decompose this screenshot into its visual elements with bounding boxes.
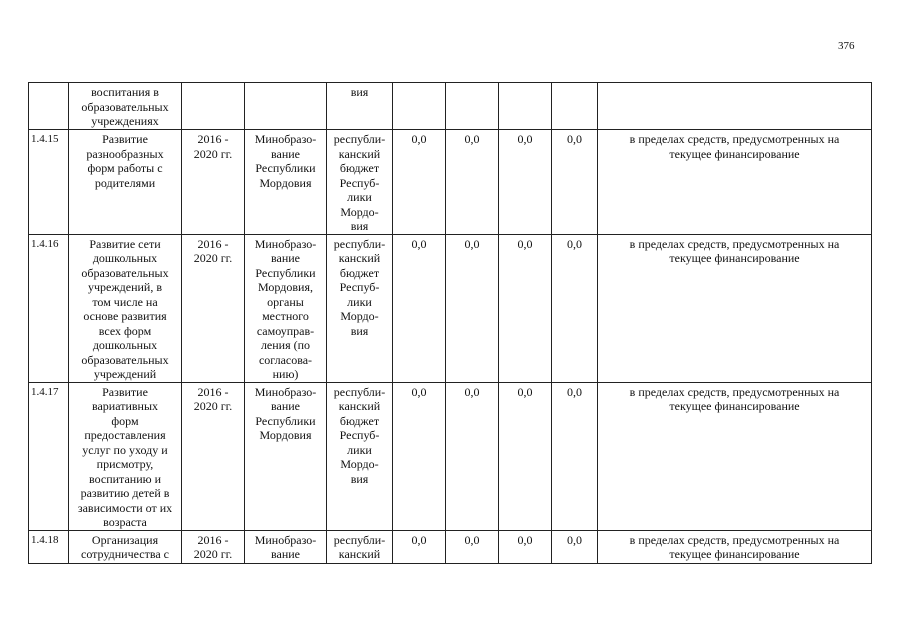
activity-name: Развитие разнообразных форм работы с родителями	[69, 130, 182, 235]
funding-value: 0,0	[393, 530, 446, 563]
funding-source: республи- канский бюджет Респуб- лики Мордо- вия	[327, 382, 393, 530]
funding-value: 0,0	[393, 234, 446, 382]
funding-value: 0,0	[446, 130, 499, 235]
activity-name: Развитие сети дошкольных образовательных учреждений, в том числе на основе развития всех форм дошкольных образовательных учреждений	[69, 234, 182, 382]
activity-number: 1.4.16	[29, 234, 69, 382]
activity-period: 2016 - 2020 гг.	[182, 234, 245, 382]
activity-name: воспитания в образовательных учреждениях	[69, 83, 182, 130]
funding-value: 0,0	[393, 382, 446, 530]
funding-value: 0,0	[446, 382, 499, 530]
activity-number: 1.4.17	[29, 382, 69, 530]
activity-period	[182, 83, 245, 130]
funding-source: республи- канский бюджет Респуб- лики Мордо- вия	[327, 130, 393, 235]
activity-period: 2016 - 2020 гг.	[182, 530, 245, 563]
activity-period: 2016 - 2020 гг.	[182, 382, 245, 530]
activity-number	[29, 83, 69, 130]
funding-value	[446, 83, 499, 130]
funding-note: в пределах средств, предусмотренных на текущее финансирование	[598, 382, 872, 530]
funding-value: 0,0	[446, 234, 499, 382]
activity-executor	[245, 83, 327, 130]
activity-name: Организация сотрудничества с	[69, 530, 182, 563]
table-row	[29, 234, 872, 382]
activity-name: Развитие вариативных форм предоставления услуг по уходу и присмотру, воспитанию и развитию детей в зависимости от их возраста	[69, 382, 182, 530]
funding-source: республи- канский бюджет Респуб- лики Мордо- вия	[327, 234, 393, 382]
funding-note: в пределах средств, предусмотренных на текущее финансирование	[598, 130, 872, 235]
funding-note: в пределах средств, предусмотренных на текущее финансирование	[598, 234, 872, 382]
funding-note: в пределах средств, предусмотренных на текущее финансирование	[598, 530, 872, 563]
page-number: 376	[838, 40, 855, 52]
funding-value: 0,0	[393, 130, 446, 235]
program-activities-table	[28, 82, 872, 564]
activity-executor: Минобразо- вание Республики Мордовия	[245, 130, 327, 235]
activity-period: 2016 - 2020 гг.	[182, 130, 245, 235]
funding-value: 0,0	[446, 530, 499, 563]
table-row	[29, 130, 872, 235]
funding-value: 0,0	[552, 130, 598, 235]
funding-value: 0,0	[499, 234, 552, 382]
funding-note	[598, 83, 872, 130]
activity-executor: Минобразо- вание	[245, 530, 327, 563]
activity-number: 1.4.15	[29, 130, 69, 235]
funding-value: 0,0	[499, 530, 552, 563]
table-row	[29, 530, 872, 563]
funding-value	[393, 83, 446, 130]
table-row	[29, 83, 872, 130]
funding-source: республи- канский	[327, 530, 393, 563]
funding-value: 0,0	[552, 382, 598, 530]
funding-value: 0,0	[499, 130, 552, 235]
funding-value	[499, 83, 552, 130]
activity-executor: Минобразо- вание Республики Мордовия, органы местного самоуправ- ления (по согласова- нию)	[245, 234, 327, 382]
funding-value: 0,0	[552, 234, 598, 382]
funding-value: 0,0	[499, 382, 552, 530]
table-row	[29, 382, 872, 530]
funding-value	[552, 83, 598, 130]
funding-value: 0,0	[552, 530, 598, 563]
funding-source: вия	[327, 83, 393, 130]
activity-executor: Минобразо- вание Республики Мордовия	[245, 382, 327, 530]
activity-number: 1.4.18	[29, 530, 69, 563]
